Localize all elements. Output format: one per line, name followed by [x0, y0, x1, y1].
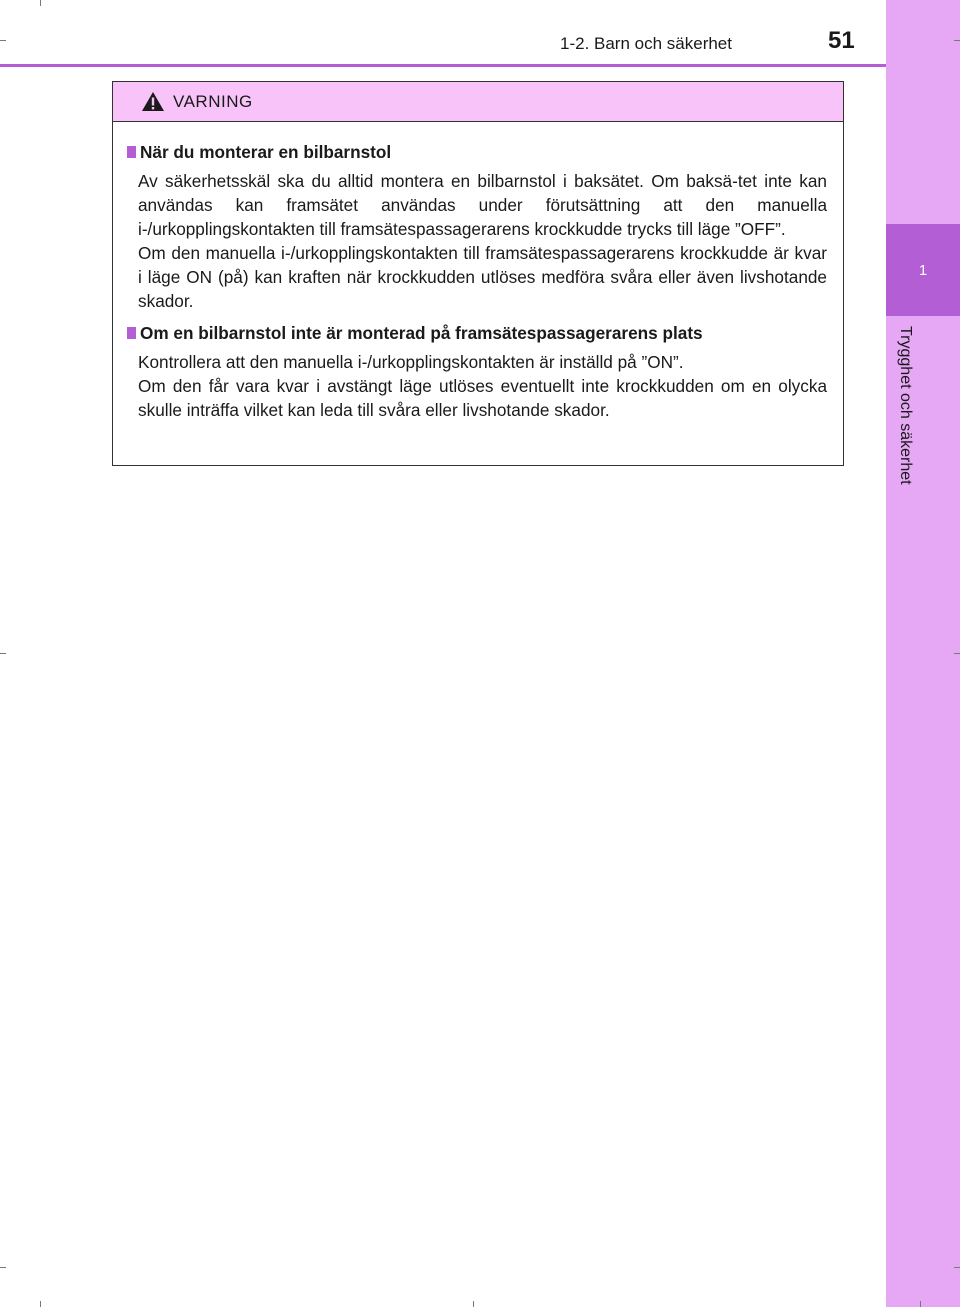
crop-mark [0, 1267, 6, 1268]
crop-mark [473, 1301, 474, 1307]
warning-box [112, 81, 844, 466]
chapter-number: 1 [918, 261, 928, 279]
warning-item-title: Om en bilbarnstol inte är monterad på framsätespassagerarens plats [140, 323, 703, 343]
crop-mark [40, 1301, 41, 1307]
page-number: 51 [828, 27, 855, 54]
warning-paragraph: Om den får vara kvar i avstängt läge utlöses eventuellt inte krockkudden om en olycka skulle inträffa vilket kan leda till svåra eller livshotande skador. [138, 376, 827, 420]
warning-body [113, 122, 843, 422]
crop-mark [0, 653, 6, 654]
crop-mark [954, 1267, 960, 1268]
crop-mark [954, 40, 960, 41]
bullet-square-icon [127, 146, 136, 158]
bullet-square-icon [127, 327, 136, 339]
warning-item [127, 140, 827, 313]
warning-item-title: När du monterar en bilbarnstol [140, 142, 392, 162]
warning-triangle-icon [141, 91, 165, 112]
crop-mark [954, 653, 960, 654]
crop-mark [0, 40, 6, 41]
crop-mark [40, 0, 41, 6]
warning-paragraph: Om den manuella i-/urkopplingskontakten till framsätespassagerarens krockkudde är kvar i läge ON (på) kan kraften när krockkudden utlöses medföra svåra eller även livshotande skador. [138, 243, 827, 311]
chapter-tab[interactable] [886, 224, 960, 316]
chapter-title-vertical: Trygghet och säkerhet [897, 326, 914, 485]
warning-header [113, 82, 843, 122]
warning-item [127, 321, 827, 422]
header-divider [0, 64, 886, 67]
section-title: 1-2. Barn och säkerhet [560, 34, 732, 53]
side-tab-strip [886, 0, 960, 1307]
warning-paragraph: Av säkerhetsskäl ska du alltid montera en bilbarnstol i baksätet. Om baksä-tet inte kan användas kan framsätet användas under förutsättning att den manuella i-/urkopplingskontakten till framsätespassagerarens krockkudde trycks till läge ”OFF”. [138, 171, 827, 239]
warning-label: VARNING [173, 91, 253, 111]
crop-mark [920, 1301, 921, 1307]
warning-paragraph: Kontrollera att den manuella i-/urkopplingskontakten är inställd på ”ON”. [138, 352, 684, 372]
